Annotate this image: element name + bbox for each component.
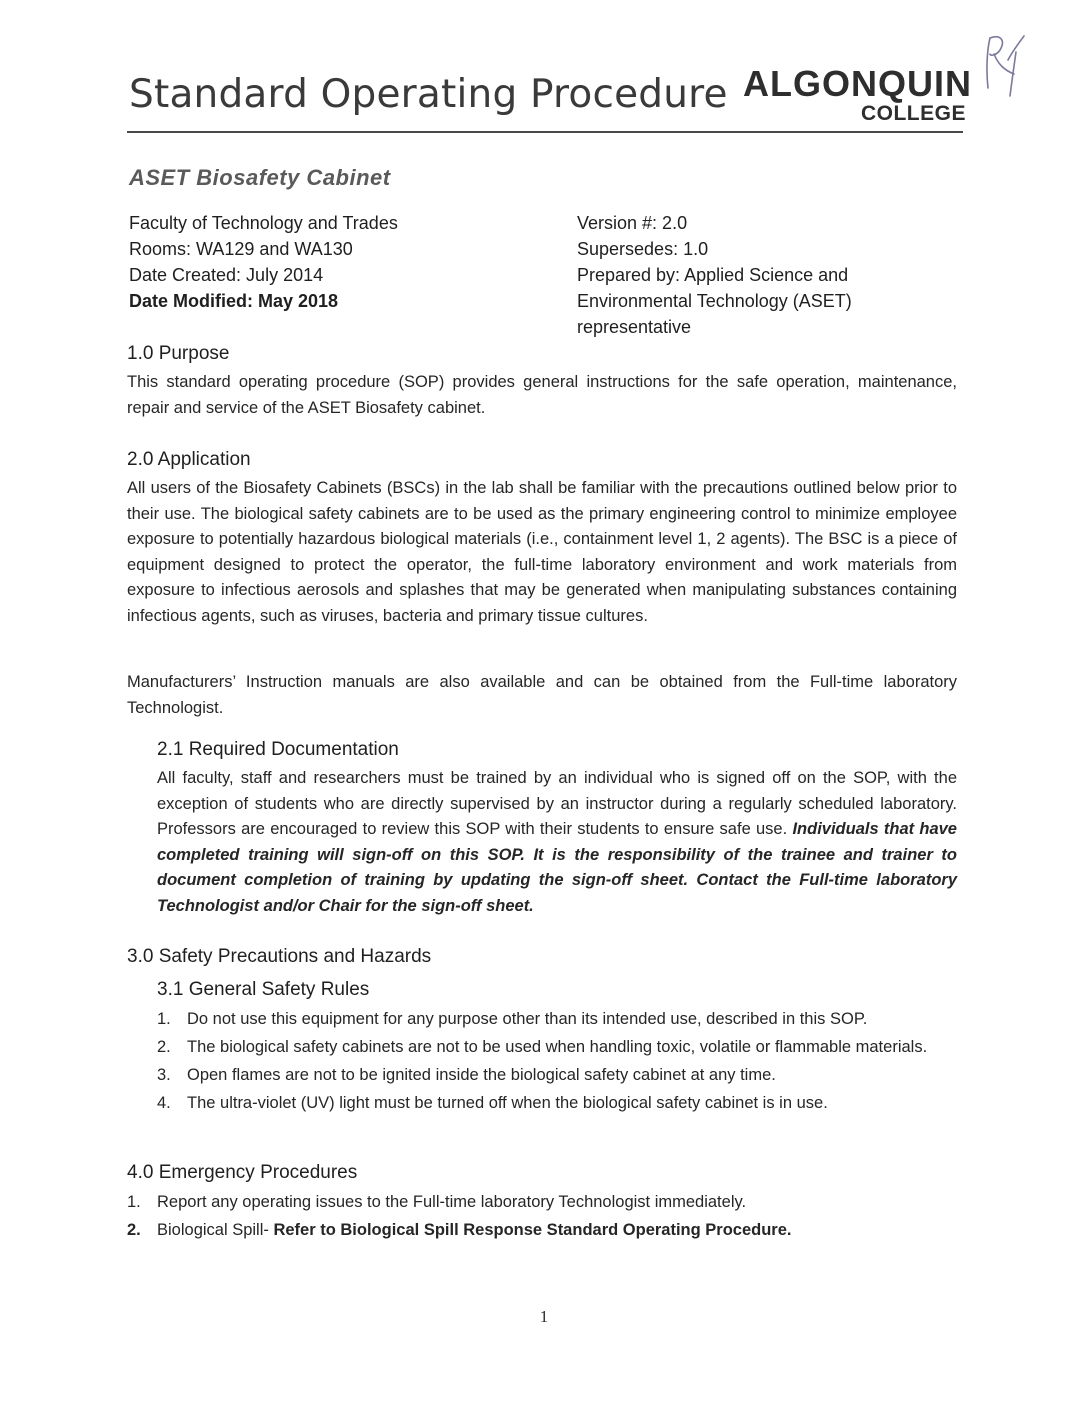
supersedes-line: Supersedes: 1.0 [577, 239, 709, 259]
application-section [127, 448, 957, 630]
list-item [127, 1189, 957, 1215]
prepared-by-line-2: Environmental Technology (ASET) [577, 291, 852, 311]
logo-subtext: COLLEGE [860, 102, 966, 125]
faculty-line: Faculty of Technology and Trades [129, 213, 398, 233]
list-item-number: 2. [127, 1221, 141, 1239]
page-number: 1 [539, 1307, 549, 1326]
application-text: All users of the Biosafety Cabinets (BSCs) in the lab shall be familiar with the precautions outlined below prior to their use. The biological safety cabinets are to be used as the primary engineering control to minimize employee exposure to potentially hazardous biological materials (i.e., containment level 1, 2 agents). The BSC is a piece of equipment designed to protect the operator, the full-time laboratory environment and work materials from exposure to infectious aerosols and splashes that may be generated when manipulating substances containing infectious agents, such as viruses, bacteria and primary tissue cultures. [127, 479, 957, 625]
safety-heading: 3.0 Safety Precautions and Hazards [127, 946, 432, 967]
list-item [157, 1034, 957, 1060]
list-item [157, 1006, 957, 1032]
purpose-text: This standard operating procedure (SOP) provides general instructions for the safe operation, maintenance, repair and service of the ASET Biosafety cabinet. [127, 373, 957, 417]
list-item-text: Open flames are not to be ignited inside the biological safety cabinet at any time. [187, 1066, 776, 1084]
application-heading: 2.0 Application [127, 449, 251, 470]
documentation-body: All faculty, staff and researchers must be trained by an individual who is signed off on the SOP, with the exception of students who are directly supervised by an instructor during a regularly scheduled laboratory. Professors are encouraged to review this SOP with their students to ensure safe use. [157, 769, 957, 839]
college-logo [722, 63, 972, 126]
documentation-section [157, 738, 957, 920]
list-item-lead: Biological Spill- [157, 1221, 274, 1239]
list-item-text: Report any operating issues to the Full-time laboratory Technologist immediately. [157, 1193, 747, 1211]
date-created-line: Date Created: July 2014 [129, 265, 324, 285]
manuals-note [127, 670, 957, 721]
prepared-by-line-1: Prepared by: Applied Science and [577, 265, 849, 285]
list-item-number: 3. [157, 1066, 171, 1084]
version-line: Version #: 2.0 [577, 213, 688, 233]
header-divider [127, 131, 963, 133]
purpose-section [127, 342, 957, 421]
list-item-text: The ultra-violet (UV) light must be turned off when the biological safety cabinet is in use. [187, 1094, 828, 1112]
safety-rules-heading: 3.1 General Safety Rules [157, 979, 370, 1000]
emergency-section [127, 1161, 957, 1245]
documentation-heading: 2.1 Required Documentation [157, 739, 399, 760]
emergency-heading: 4.0 Emergency Procedures [127, 1162, 358, 1183]
page-title: Standard Operating Procedure [129, 72, 728, 117]
document-meta-right [577, 210, 852, 340]
list-item [127, 1217, 957, 1243]
list-item-number: 4. [157, 1094, 171, 1112]
list-item [157, 1062, 957, 1088]
list-item-number: 2. [157, 1038, 171, 1056]
list-item [157, 1090, 957, 1116]
prepared-by-line-3: representative [577, 317, 692, 337]
logo-wordmark: ALGONQUIN [743, 63, 972, 104]
purpose-heading: 1.0 Purpose [127, 343, 230, 364]
documentation-emphasis: Individuals that have completed training will sign-off on this SOP. It is the responsibility of the trainee and trainer to document completion of training by updating the sign-off sheet. Contact the Full-time laboratory Technologist and/or Chair for the sign-off sheet. [157, 820, 957, 915]
date-modified-line: Date Modified: May 2018 [129, 291, 339, 311]
list-item-number: 1. [127, 1193, 141, 1211]
manuals-text: Manufacturers’ Instruction manuals are also available and can be obtained from the Full-time laboratory Technologist. [127, 673, 957, 717]
list-item-number: 1. [157, 1010, 171, 1028]
emergency-list [127, 1189, 957, 1243]
handwritten-initials-icon [978, 30, 1026, 100]
safety-rules-list [157, 1006, 957, 1116]
document-meta-left [129, 210, 398, 314]
list-item-text: Do not use this equipment for any purpose other than its intended use, described in this SOP. [187, 1010, 868, 1028]
list-item-text: The biological safety cabinets are not to be used when handling toxic, volatile or flammable materials. [187, 1038, 928, 1056]
rooms-line: Rooms: WA129 and WA130 [129, 239, 353, 259]
spill-procedure-reference: Refer to Biological Spill Response Standard Operating Procedure. [273, 1221, 792, 1239]
safety-rules-section [157, 978, 957, 1118]
document-subtitle: ASET Biosafety Cabinet [129, 165, 391, 190]
documentation-text [157, 766, 957, 920]
safety-section [127, 945, 957, 973]
